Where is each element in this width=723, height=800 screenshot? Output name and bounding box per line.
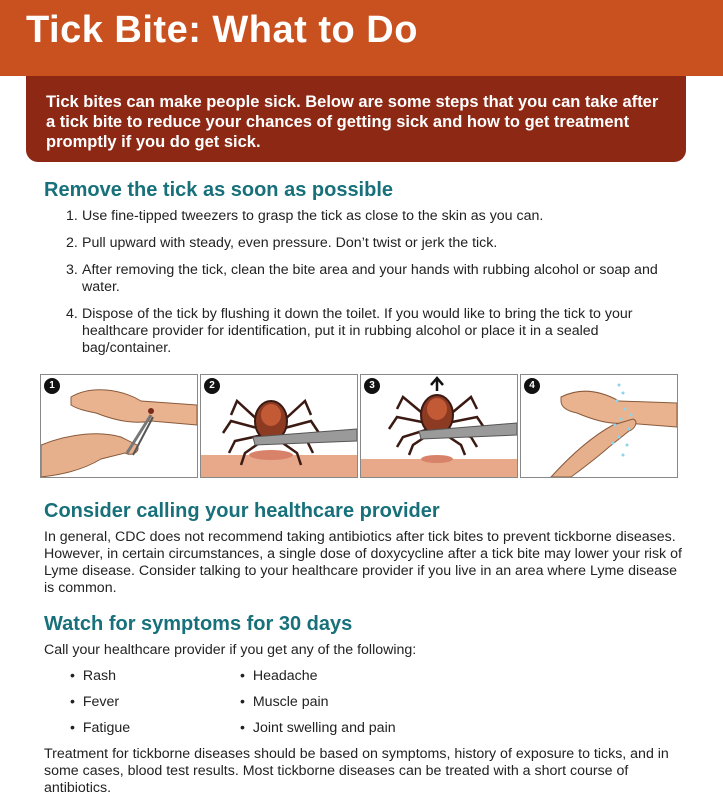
symptom-item: • Joint swelling and pain — [240, 720, 396, 736]
treatment-text: Treatment for tickborne diseases should be based on symptoms, history of exposure to ticks, and in some cases, blood test results. Most tickborne diseases can be treated with a short course of antibiotics. — [44, 746, 669, 796]
symptoms-intro: Call your healthcare provider if you get any of the following: — [44, 642, 417, 658]
intro-banner — [26, 76, 686, 162]
provider-heading: Consider calling your healthcare provider — [44, 500, 440, 522]
step-item: 4. Dispose of the tick by flushing it down the toilet. If you would like to bring the tick to your healthcare provider for identification, put it in rubbing alcohol or place it in a sealed bag/container. — [66, 306, 633, 356]
page-header — [0, 0, 723, 76]
step-item: 2. Pull upward with steady, even pressure. Don’t twist or jerk the tick. — [66, 235, 498, 251]
tick-pull-up-illustration — [361, 375, 517, 477]
illustration-step-1 — [40, 374, 198, 478]
illustration-step-3 — [360, 374, 518, 478]
symptom-item: • Headache — [240, 668, 318, 684]
step-text: Pull upward with steady, even pressure. Don’t twist or jerk the tick. — [82, 235, 498, 251]
remove-tick-heading: Remove the tick as soon as possible — [44, 179, 394, 201]
symptom-item: • Fatigue — [70, 720, 131, 736]
step-text: Dispose of the tick by flushing it down the toilet. If you would like to bring the tick to your healthcare provider for identification, put it in rubbing alcohol or place it in a sealed bag/container. — [82, 306, 633, 356]
step-item: 1. Use fine-tipped tweezers to grasp the tick as close to the skin as you can. — [66, 208, 544, 224]
step-badge: 2 — [204, 378, 220, 394]
symptoms-heading: Watch for symptoms for 30 days — [44, 613, 353, 635]
step-badge: 4 — [524, 378, 540, 394]
step-text: Use fine-tipped tweezers to grasp the tick as close to the skin as you can. — [82, 208, 544, 224]
provider-text: In general, CDC does not recommend taking antibiotics after tick bites to prevent tickborne diseases. However, in certain circumstances, a single dose of doxycycline after a tick bite may lower your risk of Lyme disease. Consider talking to your healthcare provider if you live in an area where Lyme disease is common. — [44, 529, 682, 596]
tick-grasp-illustration — [201, 375, 357, 477]
symptom-item: • Rash — [70, 668, 116, 684]
step-badge: 3 — [364, 378, 380, 394]
page-title: Tick Bite: What to Do — [26, 9, 418, 51]
illustration-panels — [40, 374, 676, 478]
tweezers-arm-illustration — [41, 375, 197, 477]
step-text: After removing the tick, clean the bite area and your hands with rubbing alcohol or soap and water. — [82, 262, 658, 295]
illustration-step-4 — [520, 374, 678, 478]
illustration-step-2 — [200, 374, 358, 478]
removal-steps-list — [66, 208, 676, 367]
symptom-item: • Fever — [70, 694, 120, 710]
step-item: 3. After removing the tick, clean the bite area and your hands with rubbing alcohol or soap and water. — [66, 262, 658, 295]
symptom-item: • Muscle pain — [240, 694, 329, 710]
step-badge: 1 — [44, 378, 60, 394]
washing-hands-illustration — [521, 375, 677, 477]
intro-text: Tick bites can make people sick. Below are some steps that you can take after a tick bite to reduce your chances of getting sick and how to get treatment promptly if you do get sick. — [46, 93, 659, 151]
